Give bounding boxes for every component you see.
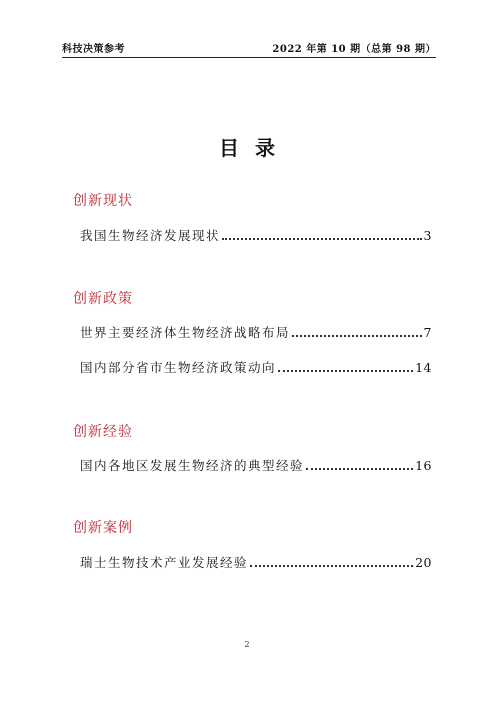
dot-leader [278,370,413,372]
toc-entry[interactable] [80,553,432,571]
toc-entry-page: 3 [423,228,432,243]
toc-entry-title: 瑞士生物技术产业发展经验 [80,555,249,570]
header-issue-info: 2022 年第 10 期（总第 98 期） [272,44,436,55]
section-heading-innovation-status: 创新现状 [73,193,133,209]
toc-entry-page: 20 [415,555,432,570]
toc-entry-page: 16 [415,458,432,473]
dot-leader [222,238,422,240]
page-title: 目录 [219,136,291,160]
dot-leader [306,468,413,470]
toc-entry-page: 7 [423,325,432,340]
running-header [62,40,436,56]
page-number: 2 [244,640,250,649]
toc-entry-title: 我国生物经济发展现状 [80,228,221,243]
toc-entry[interactable] [80,456,432,474]
section-heading-innovation-policy: 创新政策 [73,291,133,307]
toc-entry-title: 世界主要经济体生物经济战略布局 [80,325,291,340]
section-heading-innovation-cases: 创新案例 [73,520,133,536]
dot-leader [250,565,413,567]
dot-leader [292,335,422,337]
toc-entry[interactable] [80,358,432,376]
toc-entry[interactable] [80,323,432,341]
header-divider [62,57,436,58]
toc-entry-page: 14 [415,360,432,375]
section-heading-innovation-experience: 创新经验 [73,424,133,440]
toc-entry-title: 国内各地区发展生物经济的典型经验 [80,458,305,473]
header-publication-name: 科技决策参考 [62,44,125,55]
toc-entry[interactable] [80,226,432,244]
toc-entry-title: 国内部分省市生物经济政策动向 [80,360,277,375]
